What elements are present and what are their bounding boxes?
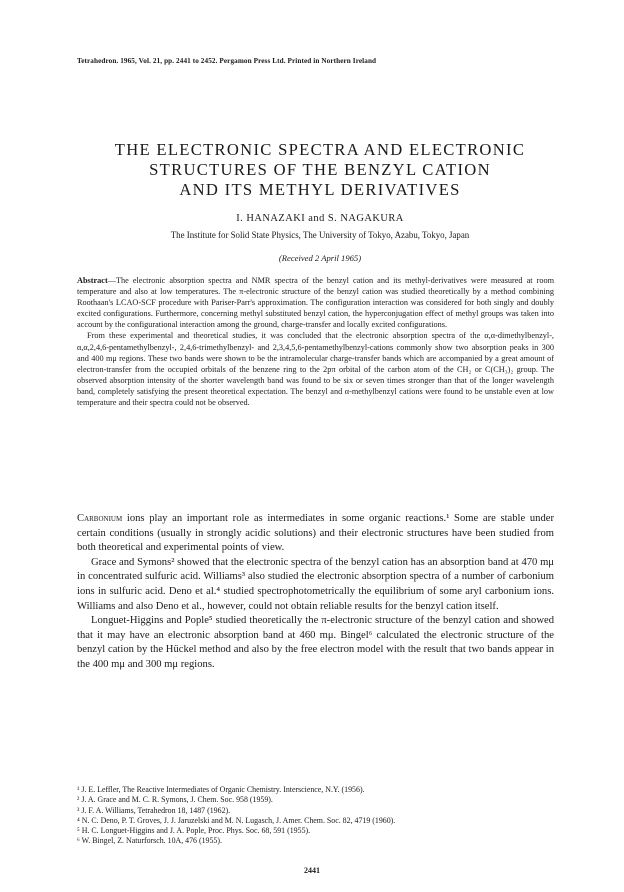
journal-header: Tetrahedron. 1965, Vol. 21, pp. 2441 to 2452. Pergamon Press Ltd. Printed in Northern Ireland	[77, 57, 377, 65]
body-paragraph-3: Longuet-Higgins and Pople⁵ studied theoretically the π-electronic structure of the benzyl cation and showed that it may have an electronic absorption band at 460 mμ. Bingel⁶ calculated the electronic structure of the benzyl cation by the Hückel method and also by the free electron model with the result that two bands appear in the 400 mμ and 300 mμ regions.	[77, 615, 554, 670]
received-date: (Received 2 April 1965)	[278, 253, 362, 263]
body-paragraph-1	[77, 512, 554, 556]
abstract-paragraph-1	[77, 275, 554, 330]
body-paragraph-1-text: ions play an important role as intermediates in some organic reactions.¹ Some are stable under certain conditions (usually in strongly acidic solutions) and their electronic structures have been studied from both theoretical and experimental points of view.	[77, 513, 554, 554]
reference-item: ⁵ H. C. Longuet-Higgins and J. A. Pople, Proc. Phys. Soc. 68, 591 (1955).	[77, 826, 311, 836]
reference-item: ³ J. F. A. Williams, Tetrahedron 18, 1487 (1962).	[77, 805, 231, 815]
body-text	[77, 512, 554, 673]
reference-item: ⁴ N. C. Deno, P. T. Groves, J. J. Jaruzelski and M. N. Lugasch, J. Amer. Chem. Soc. 82, 4719 (1960).	[77, 815, 396, 825]
paper-title	[80, 140, 560, 200]
abstract-paragraph-2: From these experimental and theoretical studies, it was concluded that the electronic absorption spectra of the α,α-dimethylbenzyl-, α,α,2,4,6-pentamethylbenzyl-, 2,4,6-trimethylbenzyl- and 2,3,4,5,6-pentamethylbenzyl-cations commonly show two absorption peaks in 300 and 400 mμ regions. These two bands were shown to be the intramolecular charge-transfer bands which are accompanied by a great amount of electron-transfer from the occupied orbitals of the benzene ring to the 2pπ orbital of the carbon atom of the CH₂ or C(CH₃)₂ group. The observed absorption intensity of the shorter wavelength band was found to be six or seven times stronger than that of the longer wavelength band, completely satisfying the present theoretical expectation. The benzyl and α-methylbenzyl cations were found to be unstable even at low temperature and their spectra could not be observed.	[77, 331, 554, 408]
reference-item: ⁶ W. Bingel, Z. Naturforsch. 10A, 476 (1955).	[77, 836, 222, 846]
title-line-1: THE ELECTRONIC SPECTRA AND ELECTRONIC	[114, 140, 526, 159]
authors: I. HANAZAKI and S. NAGAKURA	[236, 213, 404, 224]
reference-item: ¹ J. E. Leffler, The Reactive Intermediates of Organic Chemistry. Interscience, N.Y. (1956).	[77, 785, 365, 794]
title-line-2: STRUCTURES OF THE BENZYL CATION	[149, 160, 491, 179]
affiliation: The Institute for Solid State Physics, The University of Tokyo, Azabu, Tokyo, Japan	[170, 230, 470, 240]
references	[77, 785, 554, 847]
abstract-text-1: —The electronic absorption spectra and NMR spectra of the benzyl cation and its methyl-derivatives were measured at room temperature and also at low temperatures. The π-electronic structure of the benzyl cation was studied theoretically by a method combining Roothaan's LCAO-SCF procedure with Pariser-Parr's approximation. The configuration interaction was considered for both singly and doubly excited configurations. Furthermore, concerning methyl substituted benzyl cation, the hyperconjugation effect of methyl groups was taken into account by the configurational interaction among the ground, charge-transfer and locally excited configurations.	[77, 276, 554, 330]
title-line-3: AND ITS METHYL DERIVATIVES	[179, 180, 461, 199]
reference-item: ² J. A. Grace and M. C. R. Symons, J. Chem. Soc. 958 (1959).	[77, 795, 273, 805]
abstract	[77, 275, 554, 408]
abstract-heading: Abstract	[77, 276, 108, 285]
body-paragraph-2: Grace and Symons² showed that the electronic spectra of the benzyl cation has an absorption band at 470 mμ in concentrated sulfuric acid. Williams³ also studied the electronic absorption spectra of a number of carbonium ions in sulfuric acid. Deno et al.⁴ studied spectrophotometrically the equilibrium of some aryl carbonium ions. Williams and also Deno et al., however, could not obtain reliable results for the benzyl cation itself.	[77, 556, 554, 612]
body-lead-word: Carbonium	[77, 513, 123, 524]
page-number: 2441	[304, 866, 320, 875]
